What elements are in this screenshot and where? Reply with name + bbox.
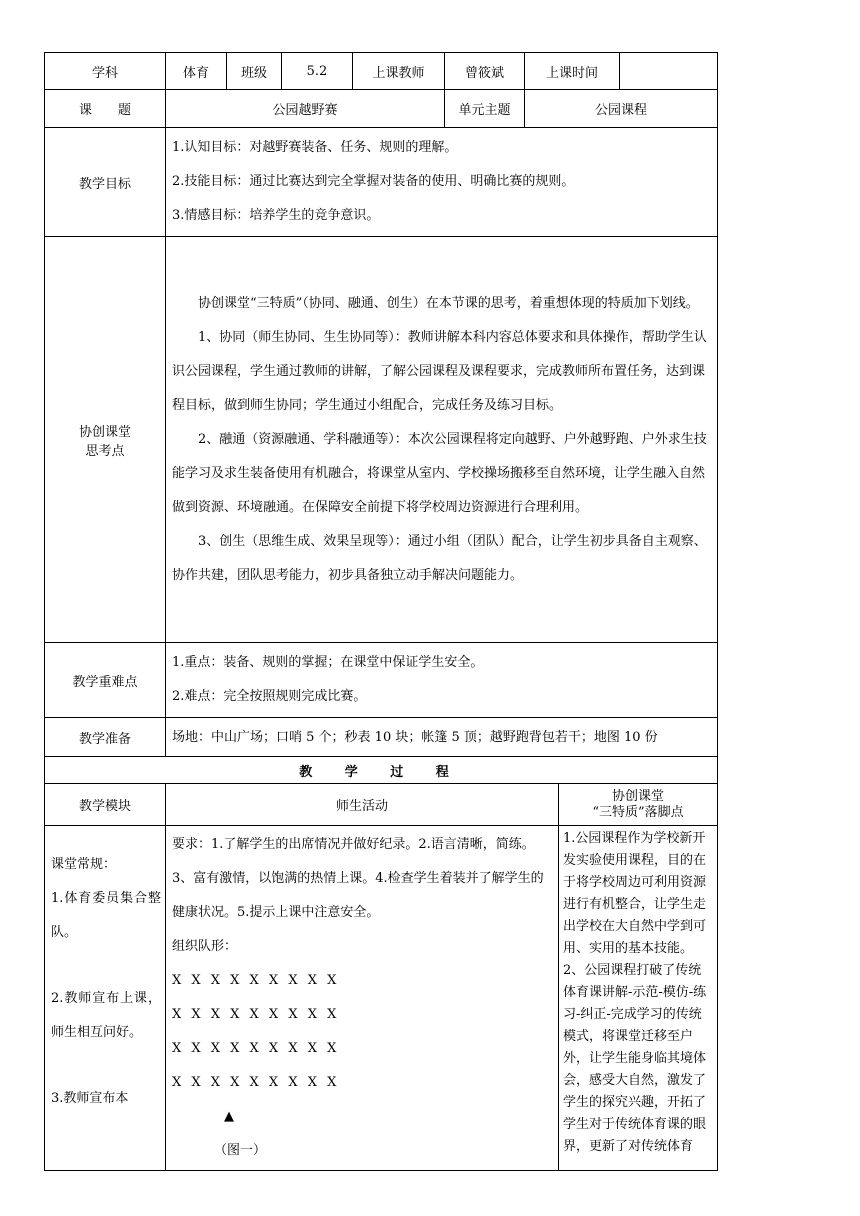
col-points-line1: 协创课堂 (612, 788, 665, 804)
goals-row (45, 128, 718, 237)
process-row (45, 826, 718, 1171)
think-paragraph: 2、融通（资源融通、学科融通等）：本次公园课程将定向越野、户外越野跑、户外求生技能学习及求生装备使用有机融合，将课堂从室内、学校操场搬移至自然环境，让学生融入自然做到资源、环境融通。在保障安全前提下将学校周边资源进行合理利用。 (172, 431, 707, 515)
subject-value: 体育 (166, 53, 227, 90)
goals-content (166, 128, 718, 237)
teacher-label: 上课教师 (353, 53, 445, 90)
goal-item: 1.认知目标：对越野赛装备、任务、规则的理解。 (172, 140, 458, 155)
formation-row: X X X X X X X X X (172, 1075, 340, 1090)
topic-value: 公园越野赛 (166, 90, 445, 128)
module-line: 2.教师宣布上课，师生相互问好。 (51, 991, 161, 1040)
class-label: 班级 (227, 53, 282, 90)
goal-item: 2.技能目标：通过比赛达到完全掌握对装备的使用、明确比赛的规则。 (172, 174, 575, 189)
points-item: 2、公园课程打破了传统体育课讲解-示范-模仿-练习-纠正-完成学习的传统模式，将课堂迁移至户外，让学生能身临其境体会，感受大自然，激发了学生的探究兴趣，开拓了学生对于传统体育课的眼界，更新了对传统体育 (563, 963, 707, 1154)
col-activity: 师生活动 (166, 784, 559, 826)
think-label-line1: 协创课堂 (78, 424, 131, 440)
formation-row: X X X X X X X X X (172, 1007, 340, 1022)
unit-value: 公园课程 (525, 90, 718, 128)
formation-row: X X X X X X X X X (172, 973, 340, 988)
activity-cell (166, 826, 559, 1171)
figure-caption: （图一） (214, 1143, 267, 1158)
teacher-triangle-icon: ▲ (224, 1109, 234, 1124)
module-line: 课堂常规： (51, 857, 117, 872)
teacher-value: 曾筱斌 (445, 53, 525, 90)
topic-row (45, 90, 718, 128)
module-line: 3.教师宣布本 (51, 1091, 129, 1106)
unit-label: 单元主题 (445, 90, 525, 128)
col-points-line2: “三特质”落脚点 (592, 804, 684, 820)
think-content (166, 237, 718, 643)
col-points (559, 784, 718, 826)
think-label-line2: 思考点 (85, 443, 125, 459)
time-label: 上课时间 (525, 53, 620, 90)
think-row (45, 237, 718, 643)
topic-label: 课 题 (45, 90, 166, 128)
module-line: 1.体育委员集合整队。 (51, 891, 161, 940)
goal-item: 3.情感目标：培养学生的竞争意识。 (172, 208, 380, 223)
subject-label: 学科 (45, 53, 166, 90)
process-title: 教 学 过 程 (45, 757, 718, 784)
difficulty-item: 2.难点：完全按照规则完成比赛。 (172, 689, 367, 704)
difficulty-row (45, 643, 718, 718)
difficulty-label: 教学重难点 (45, 643, 166, 718)
col-module: 教学模块 (45, 784, 166, 826)
module-cell (45, 826, 166, 1171)
prep-row (45, 718, 718, 757)
think-paragraph: 1、协同（师生协同、生生协同等）：教师讲解本科内容总体要求和具体操作，帮助学生认识公园课程，学生通过教师的讲解，了解公园课程及课程要求，完成教师所布置任务，达到课程目标，做到师生协同；学生通过小组配合，完成任务及练习目标。 (172, 329, 707, 413)
process-header-row (45, 784, 718, 826)
think-label (45, 237, 166, 643)
think-paragraph: 3、创生（思维生成、效果呈现等）：通过小组（团队）配合，让学生初步具备自主观察、协作共建，团队思考能力，初步具备独立动手解决问题能力。 (172, 533, 707, 583)
time-value (620, 53, 718, 90)
formation-row: X X X X X X X X X (172, 1041, 340, 1056)
think-paragraph: 协创课堂“三特质”（协同、融通、创生）在本节课的思考，着重想体现的特质加下划线。 (198, 295, 699, 311)
formation-label: 组织队形： (172, 939, 238, 954)
class-value: 5.2 (282, 53, 353, 90)
process-title-row (45, 757, 718, 784)
difficulty-content (166, 643, 718, 718)
lesson-plan-table (44, 52, 718, 1171)
points-cell (559, 826, 718, 1171)
activity-requirements: 要求：1.了解学生的出席情况并做好纪录。2.语言清晰，简练。3、富有激情，以饱满的热情上课。4.检查学生着装并了解学生的健康状况。5.提示上课中注意安全。 (172, 837, 544, 920)
points-item: 1.公园课程作为学校新开发实验使用课程，目的在于将学校周边可利用资源进行有机整合，让学生走出学校在大自然中学到可用、实用的基本技能。 (563, 831, 707, 956)
header-row (45, 53, 718, 90)
prep-label: 教学准备 (45, 718, 166, 757)
difficulty-item: 1.重点：装备、规则的掌握；在课堂中保证学生安全。 (172, 655, 484, 670)
prep-content: 场地：中山广场；口哨 5 个；秒表 10 块；帐篷 5 顶；越野跑背包若干；地图 10 份 (166, 718, 718, 757)
goals-label: 教学目标 (45, 128, 166, 237)
